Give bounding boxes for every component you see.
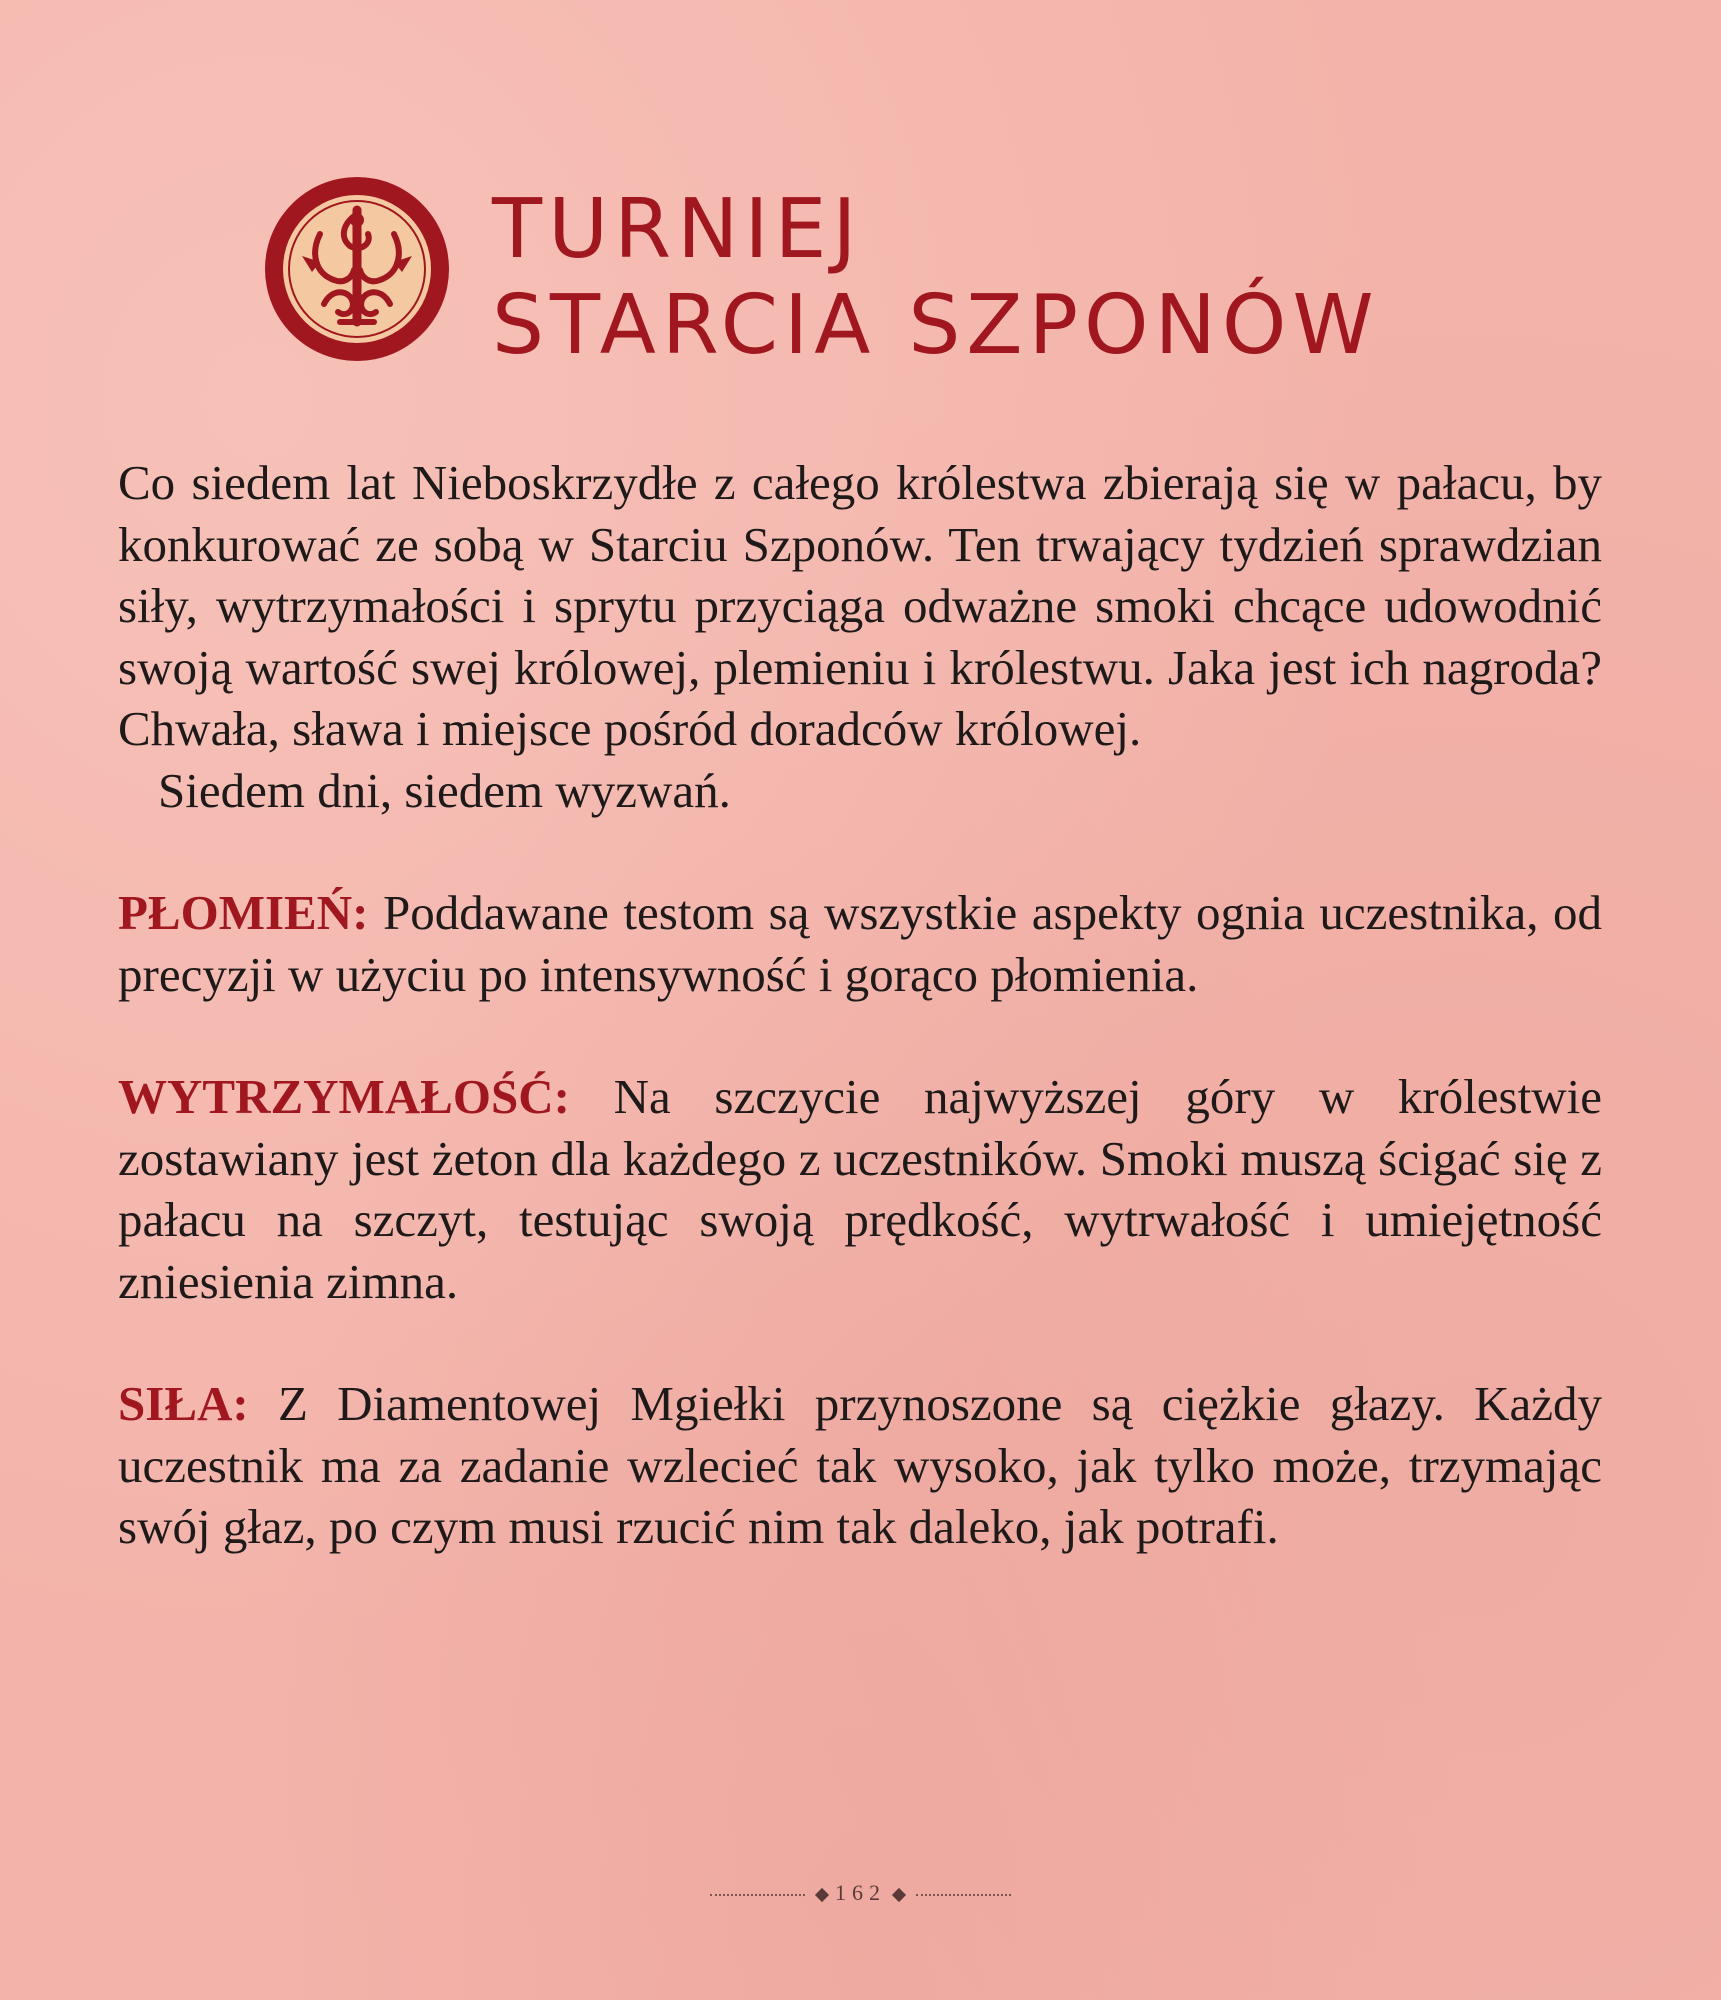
challenge-term: WYTRZYMAŁOŚĆ: (118, 1069, 570, 1124)
footer-ornament-right (916, 1894, 1011, 1896)
page-header (262, 174, 1562, 374)
challenge-term: PŁOMIEŃ: (118, 885, 369, 940)
challenge-text: Na szczycie najwyższej góry w królestwie zostawiany jest żeton dla każdego z uczestników. Smoki muszą ścigać się z pałacu na szczyt, testując swoją prędkość, wytrwałość i umiejętność zniesienia zimna. (118, 1069, 1602, 1309)
spacer (118, 1312, 1602, 1373)
spacer (118, 1005, 1602, 1066)
page-body (118, 452, 1602, 1558)
diamond-icon (892, 1888, 906, 1902)
page-number: 162 (835, 1880, 886, 1905)
footer-ornament-left (710, 1894, 805, 1896)
title-line-1: TURNIEJ (492, 182, 863, 277)
intro-paragraph: Co siedem lat Nieboskrzydłe z całego królestwa zbierają się w pałacu, by konkurować ze sobą w Starciu Szponów. Ten trwający tydzień sprawdzian siły, wytrzymałości i sprytu przyciąga odważne smoki chcące udowodnić swoją wartość swej królowej, plemieniu i królestwu. Jaka jest ich nagroda? Chwała, sława i miejsce pośród doradców królowej. (118, 455, 1602, 756)
challenge-flame (118, 882, 1602, 1005)
dragon-seal-icon (262, 174, 452, 364)
challenge-strength (118, 1373, 1602, 1558)
challenge-term: SIŁA: (118, 1376, 249, 1431)
challenge-text: Z Diamentowej Mgiełki przynoszone są ciężkie głazy. Każdy uczestnik ma za zadanie wzlecieć tak wysoko, jak tylko może, trzymając swój głaz, po czym musi rzucić nim tak daleko, jak potrafi. (118, 1376, 1603, 1554)
page-title (492, 182, 1380, 374)
intro-line: Siedem dni, siedem wyzwań. (158, 762, 731, 818)
challenge-text: Poddawane testom są wszystkie aspekty ognia uczestnika, od precyzji w użyciu po intensywność i gorąco płomienia. (118, 885, 1602, 1002)
spacer (118, 821, 1602, 882)
title-line-2: STARCIA SZPONÓW (492, 278, 1380, 373)
diamond-icon (815, 1888, 829, 1902)
page-footer (0, 1880, 1721, 1906)
challenge-endurance (118, 1066, 1602, 1312)
